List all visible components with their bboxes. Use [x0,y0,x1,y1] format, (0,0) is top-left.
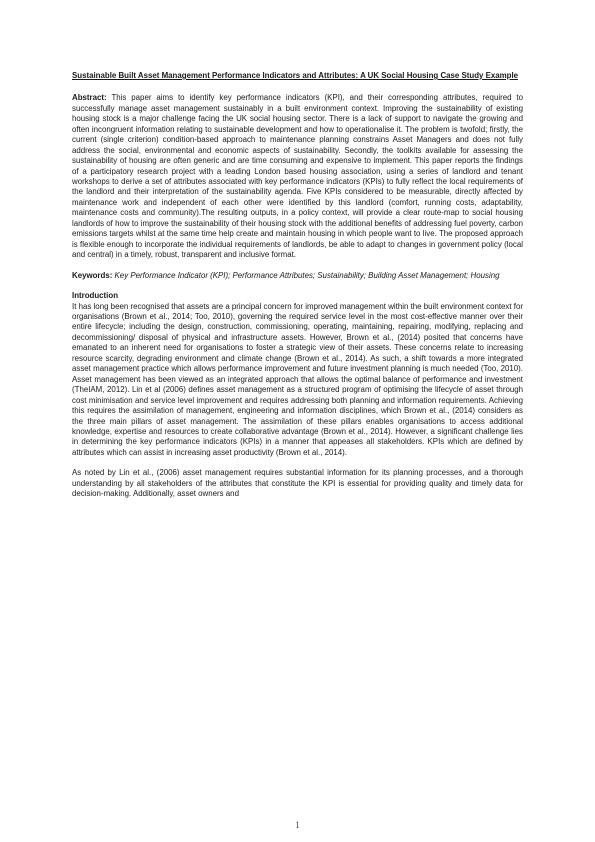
introduction-heading: Introduction [72,291,119,301]
keywords-paragraph [72,271,523,281]
introduction-paragraph-1: It has long been recognised that assets are a principal concern for improved management within the built environment context for organisations (Brown et al., 2014; Too, 2010), governing the required service level in the most cost-effective manner over their entire lifecycle; including the design, construction, commissioning, operating, maintaining, repairing, modifying, replacing and decommissioning/ disposal of physical and infrastructure assets. However, Brown et al., (2014) posited that concerns have emanated to an inherent need for organisations to foster a strategic view of their assets. These concerns relate to increasing resource scarcity, degrading environment and climate change (Brown et al., 2014). As such, a shift towards a more integrated asset management practice which allows performance improvement and future investment planning is much needed (Too, 2010). Asset management has been viewed as an integrated approach that allows the optimal balance of performance and investment (TheIAM, 2012). Lin et al (2006) defines asset management as a structured program of optimising the lifecycle of asset through cost minimisation and service level improvement and requires addressing both planning and information requirements. Achieving this requires the assimilation of management, engineering and information disciplines, which Brown et al., (2014) considers as the three main pillars of asset management. The assimilation of these pillars enables organisations to access additional knowledge, expertise and resources to create collaborative advantage (Brown et al., 2014). However, a significant challenge lies in determining the key performance indicators (KPIs) in a manner that appeases all stakeholders. KPIs which are defined by attributes which can assist in increasing asset productivity (Brown et al., 2014). [72,301,523,457]
paper-title: Sustainable Built Asset Management Performance Indicators and Attributes: A UK Social Housing Case Study Example [72,71,519,80]
abstract-paragraph [72,93,523,260]
keywords-text: Key Performance Indicator (KPI); Performance Attributes; Sustainability; Building Asset Management; Housing [114,270,500,280]
paper-page [72,71,523,500]
abstract-text: This paper aims to identify key performance indicators (KPI), and their corresponding attributes, required to successfully manage asset management sustainably in a built environment context. Improving the sustainability of existing housing stock is a major challenge facing the UK social housing sector. There is a lack of support to navigate the growing and often incongruent information relating to sustainable development and how to operationalise it. The problem is twofold; firstly, the current (single criterion) condition-based approach to maintenance planning constrains Asset Managers and does not fully address the social, environmental and economic aspects of sustainability. Secondly, the toolkits available for assessing the sustainability of housing are often generic and are time consuming and expensive to implement. This paper reports the findings of a participatory research project with a leading London based housing association, using a series of landlord and tenant workshops to derive a set of attributes associated with key performance indicators (KPIs) to fully reflect the local requirements of the landlord and their interpretation of the sustainability agenda. Five KPIs considered to be measurable, directly affected by maintenance work and independent of each other were identified by this landlord (comfort, running costs, adaptability, maintenance costs and community).The resulting outputs, in a policy context, will provide a clear route-map to social housing landlords of how to improve the sustainability of their housing stock with the additional benefits of addressing fuel poverty, carbon emissions targets whilst at the same time help create and maintain housing in which people want to live. The proposed approach is flexible enough to incorporate the individual requirements of landlords, be able to adapt to changes in government policy (local and central) in a timely, robust, transparent and inclusive format. [72,93,523,260]
abstract-label: Abstract: [72,93,107,103]
introduction-paragraph-2: As noted by Lin et al., (2006) asset management requires substantial information for its planning processes, and a thorough understanding by all stakeholders of the attributes that constitute the KPI is essential for providing quality and timely data for decision-making. Additionally, asset owners and [72,468,523,499]
page-number: 1 [295,820,300,830]
keywords-label: Keywords: [72,270,113,280]
